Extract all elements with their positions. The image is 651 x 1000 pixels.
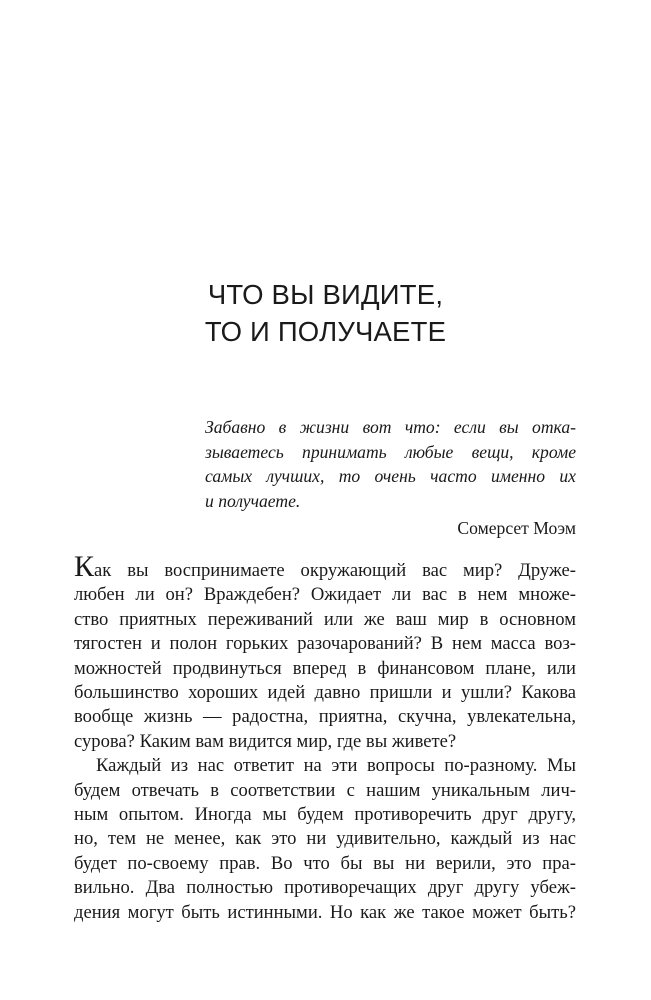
paragraph-2-line: будем отвечать в соответствии с нашим уникальным лич- <box>74 779 576 801</box>
paragraph-1-line-text: ак вы воспринимаете окружающий вас мир? Друже- <box>94 560 576 581</box>
epigraph-line: зываетесь принимать любые вещи, кроме <box>205 441 576 462</box>
epigraph-line: Забавно в жизни вот что: если вы отка- <box>205 417 576 437</box>
paragraph-1-line: ство приятных переживаний или же ваш мир в основном <box>74 608 576 630</box>
body-text <box>74 550 576 925</box>
paragraph-1-line <box>74 550 576 583</box>
paragraph-2-line: Каждый из нас ответит на эти вопросы по-разному. Мы <box>96 755 576 777</box>
chapter-title <box>0 276 651 350</box>
paragraph-2-line: ным опытом. Иногда мы будем противоречить друг другу, <box>74 804 576 826</box>
initial-letter: К <box>74 550 95 583</box>
epigraph-line: самых лучших, то очень часто именно их <box>205 466 576 487</box>
paragraph-1-line: сурова? Каким вам видится мир, где вы живете? <box>74 730 457 752</box>
epigraph-author: Сомерсет Моэм <box>457 518 576 539</box>
paragraph-1-line: большинство хороших идей давно пришли и ушли? Какова <box>74 682 576 704</box>
paragraph-2-line: дения могут быть истинными. Но как же такое может быть? <box>74 901 576 923</box>
paragraph-1-line: вообще жизнь — радостна, приятна, скучна, увлекательна, <box>74 706 576 728</box>
paragraph-1-line: любен ли он? Враждебен? Ожидает ли вас в нем множе- <box>74 584 576 606</box>
epigraph-line: и получаете. <box>205 490 301 511</box>
chapter-title-line-1: ЧТО ВЫ ВИДИТЕ, <box>207 279 444 310</box>
paragraph-2-line: вильно. Два полностью противоречащих друг другу убеж- <box>74 877 576 899</box>
epigraph <box>205 415 576 541</box>
paragraph-2-line: но, тем не менее, как это ни удивительно, каждый из нас <box>74 828 576 850</box>
chapter-title-line-2: ТО И ПОЛУЧАЕТЕ <box>204 316 447 347</box>
paragraph-2-line: будет по-своему прав. Во что бы вы ни верили, это пра- <box>74 852 576 874</box>
paragraph-1-line: можностей продвинуться вперед в финансовом плане, или <box>74 657 576 679</box>
paragraph-1-line: тягостен и полон горьких разочарований? В нем масса воз- <box>74 633 576 655</box>
